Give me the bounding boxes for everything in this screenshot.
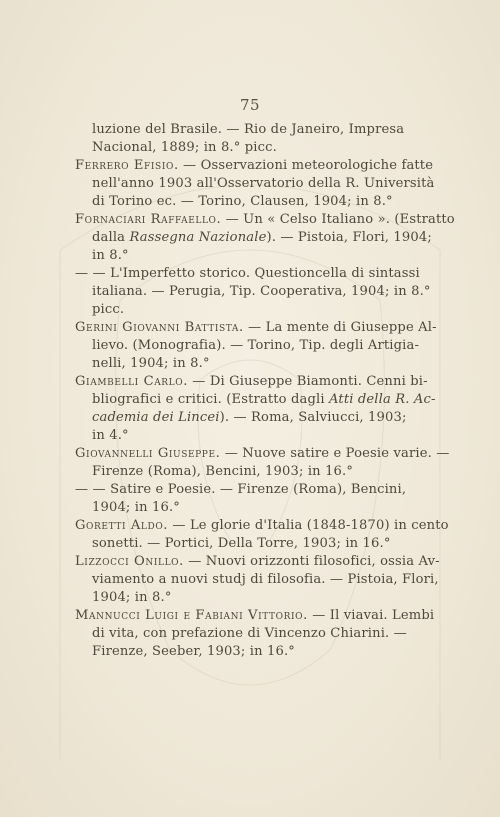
- text-line: [92, 355, 210, 373]
- text-line: [92, 535, 391, 553]
- entry-text: viamento a nuovi studj di filosofia. — Pistoia, Flori,: [92, 572, 439, 587]
- entry-text: 1904; in 8.°: [92, 590, 172, 605]
- text-line: [92, 121, 404, 139]
- text-line: [75, 211, 455, 229]
- entry-text: — La mente di Giuseppe Al-: [243, 320, 437, 335]
- entry-text: — Un « Celso Italiano ». (Estratto: [221, 212, 455, 227]
- entry-text: dalla: [92, 230, 130, 245]
- entry-text: di vita, con prefazione di Vincenzo Chiarini. —: [92, 626, 407, 641]
- text-line: [75, 481, 406, 499]
- entry-text: lievo. (Monografia). — Torino, Tip. degli Artigia-: [92, 338, 420, 353]
- entry-text: nelli, 1904; in 8.°: [92, 356, 210, 371]
- text-line: [75, 517, 449, 535]
- entry-text: — Di Giuseppe Biamonti. Cenni bi-: [188, 374, 428, 389]
- entry-text: in 4.°: [92, 428, 129, 443]
- entry-text: — Nuove satire e Poesie varie. —: [220, 446, 450, 461]
- italic-title: Atti della R. Ac-: [329, 392, 436, 407]
- author-name: Mannucci Luigi e Fabiani Vittorio.: [75, 608, 308, 623]
- text-line: [92, 247, 129, 265]
- author-name: Goretti Aldo.: [75, 518, 169, 533]
- entry-text: 1904; in 16.°: [92, 500, 180, 515]
- text-line: [75, 445, 449, 463]
- text-line: [75, 607, 434, 625]
- text-line: [92, 463, 353, 481]
- entry-text: bliografici e critici. (Estratto dagli: [92, 392, 330, 407]
- author-name: Ferrero Efisio.: [75, 158, 179, 173]
- entry-text: picc.: [92, 302, 125, 317]
- text-line: [92, 337, 419, 355]
- entry-text: di Torino ec. — Torino, Clausen, 1904; in 8.°: [92, 194, 393, 209]
- entry-text: — Osservazioni meteorologiche fatte: [178, 158, 434, 173]
- text-line: [75, 373, 428, 391]
- text-line: [92, 625, 407, 643]
- text-line: [92, 301, 124, 319]
- text-line: [75, 265, 420, 283]
- author-name: Gerini Giovanni Battista.: [75, 320, 244, 335]
- text-line: [75, 157, 433, 175]
- entry-text: nell'anno 1903 all'Osservatorio della R. Università: [92, 176, 435, 191]
- italic-title: cademia dei Lincei: [92, 410, 220, 425]
- entry-text: Nacional, 1889; in 8.° picc.: [92, 140, 277, 155]
- entry-text: italiana. — Perugia, Tip. Cooperativa, 1904; in 8.°: [92, 284, 431, 299]
- entry-text: Firenze (Roma), Bencini, 1903; in 16.°: [92, 464, 354, 479]
- text-line: [92, 391, 436, 409]
- entry-text: in 8.°: [92, 248, 129, 263]
- text-line: [92, 193, 393, 211]
- text-line: [92, 229, 432, 247]
- author-name: Lizzocci Onillo.: [75, 554, 184, 569]
- page-number: 75: [239, 96, 261, 114]
- text-line: [92, 499, 180, 517]
- text-line: [75, 319, 437, 337]
- author-name: Giambelli Carlo.: [75, 374, 188, 389]
- author-name: Fornaciari Raffaello.: [75, 212, 222, 227]
- text-line: [75, 553, 440, 571]
- author-name: Giovannelli Giuseppe.: [75, 446, 221, 461]
- entry-text: ). — Pistoia, Flori, 1904;: [266, 230, 432, 245]
- entry-text: — — L'Imperfetto storico. Questioncella di sintassi: [75, 266, 420, 281]
- text-line: [92, 571, 439, 589]
- entry-text: — Nuovi orizzonti filosofici, ossia Av-: [183, 554, 440, 569]
- text-line: [92, 175, 435, 193]
- text-line: [92, 427, 129, 445]
- entry-text: — Il viavai. Lembi: [307, 608, 435, 623]
- text-line: [92, 643, 295, 661]
- entry-text: — — Satire e Poesie. — Firenze (Roma), Bencini,: [75, 482, 407, 497]
- entry-text: — Le glorie d'Italia (1848-1870) in cento: [168, 518, 449, 533]
- entry-text: sonetti. — Portici, Della Torre, 1903; in 16.°: [92, 536, 391, 551]
- entry-text: ). — Roma, Salviucci, 1903;: [219, 410, 407, 425]
- italic-title: Rassegna Nazionale: [129, 230, 267, 245]
- text-line: [92, 283, 431, 301]
- entry-text: Firenze, Seeber, 1903; in 16.°: [92, 644, 295, 659]
- text-line: [92, 409, 407, 427]
- text-line: [92, 589, 172, 607]
- entry-text: luzione del Brasile. — Rio de Janeiro, Impresa: [92, 122, 405, 137]
- text-line: [92, 139, 277, 157]
